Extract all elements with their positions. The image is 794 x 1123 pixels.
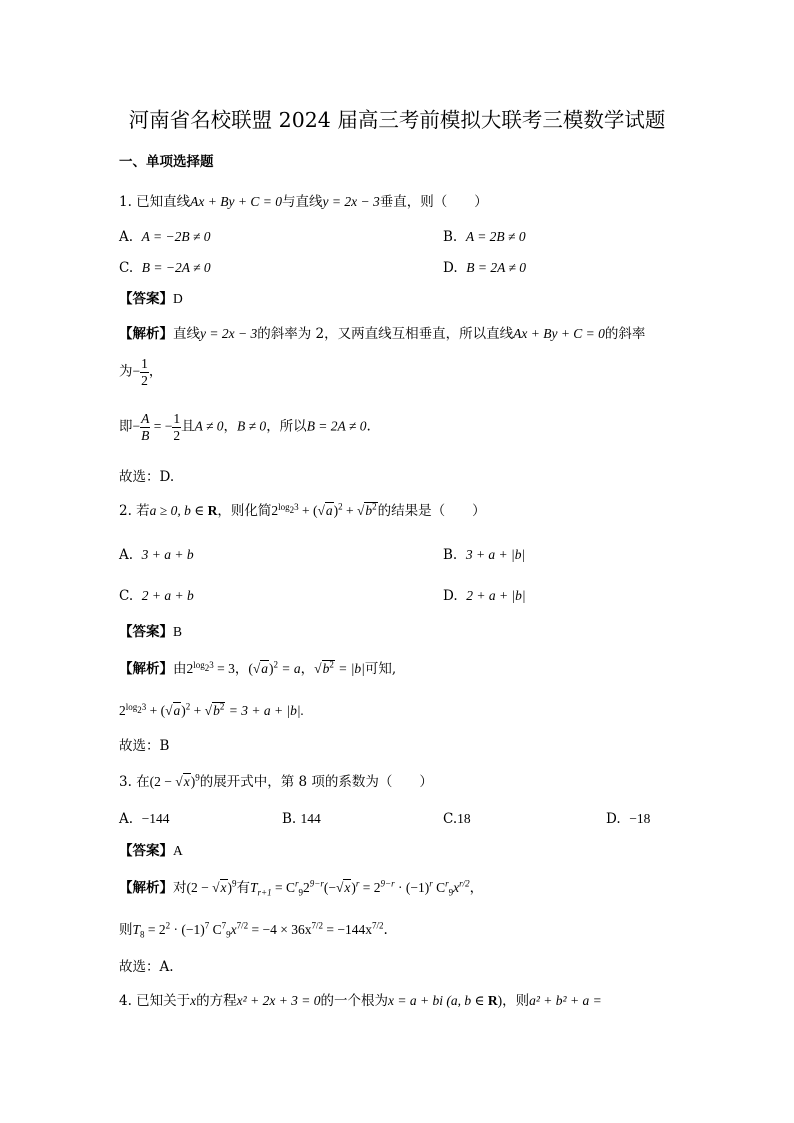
q1-text-c: 垂直，则（ ） — [379, 194, 488, 210]
q3-number: 3. — [119, 774, 137, 790]
q2-exp1-arg: 3 — [209, 659, 214, 670]
q1-exp1-d: Ax + By + C = 0 — [513, 326, 605, 341]
q2-number: 2. — [119, 503, 137, 519]
q2-exp1-two: 2 — [186, 661, 194, 676]
q3-text-a: 在 — [136, 774, 150, 790]
q1-exp3-h: . — [366, 418, 371, 435]
q3-exp2-Tsub: 8 — [140, 929, 145, 940]
q1-exp2-minus: − — [132, 363, 141, 379]
q1-exp3-f: ，所以 — [266, 418, 307, 435]
q2-exp2-b: b — [213, 703, 220, 718]
q2-exp1-pa-eq: = a — [278, 661, 301, 676]
q4-equation: x² + 2x + 3 = 0 — [236, 993, 321, 1008]
q1-opt-d-value: B = 2A ≠ 0 — [466, 260, 527, 275]
question-3: 3. 在$(2 - √x)^9$的展开式中，第 8 项的系数为（ ） — [119, 772, 433, 790]
q3-exp1-a: 对 — [173, 880, 187, 896]
q3-exp2-a: 则 — [119, 922, 133, 938]
q1-exp2-num: 1 — [141, 356, 148, 371]
q3-exp1-nx: x — [344, 880, 351, 895]
q1-answer — [119, 291, 183, 308]
q3-opt-d-value: −18 — [629, 811, 651, 826]
q3-exp1-x: x — [220, 880, 227, 895]
q1-exp2-b: ， — [148, 363, 163, 380]
q3-exp2-eq2: = −4 × 36x — [248, 922, 312, 937]
q2-exp1-log: log — [193, 659, 205, 670]
q3-exp2-dot: · (−1) — [170, 922, 205, 937]
q1-opt-a-value: A = −2B ≠ 0 — [141, 229, 211, 244]
q3-opt-a-value: −144 — [141, 811, 170, 826]
q4-real-set: R — [487, 993, 498, 1008]
q2-opt-a-label: A. — [119, 547, 134, 563]
q1-opt-a-label: A. — [119, 229, 134, 245]
q2-text-b: ，则化简 — [217, 503, 272, 519]
q1-exp2-den: 2 — [141, 372, 148, 388]
q1-line2: y = 2x − 3 — [322, 194, 380, 209]
q3-exp1-eq2: = 2 — [359, 880, 381, 895]
q2-exp2-bsq: 2 — [219, 701, 225, 712]
q2-exp2-arg: 3 — [141, 701, 147, 712]
q1-conclusion: 故选：D. — [119, 469, 175, 485]
q3-exp1-two: 2 — [303, 880, 310, 895]
q3-binom-x: x — [183, 774, 190, 789]
q3-option-b — [282, 811, 321, 827]
q3-option-a — [119, 811, 170, 828]
q1-analysis-line3 — [119, 411, 371, 443]
q1-opt-c-value: B = −2A ≠ 0 — [141, 260, 211, 275]
analysis-tag: 【解析】 — [119, 661, 173, 677]
q1-option-d — [443, 260, 526, 276]
q3-option-d — [606, 811, 650, 827]
q2-exp2-result: = 3 + a + |b|. — [225, 703, 304, 718]
q1-option-c — [119, 260, 211, 277]
q3-binom-l: (2 − — [149, 774, 176, 789]
q2-exp2-two: 2 — [119, 703, 126, 718]
q3-exp2-x2sup: 7/2 — [311, 920, 324, 931]
q3-opt-b-label: B. — [282, 811, 297, 827]
q2-exp1-sb: b — [322, 661, 330, 676]
q2-analysis-line1: 【解析】由$2^{log_23} = 3$，$(√a)^2 = a$，$√b^2 = |b|$可知, — [119, 659, 397, 677]
q1-exp1-c: 的斜率为 2，又两直线互相垂直，所以直线 — [257, 326, 514, 342]
q1-number: 1. — [119, 194, 137, 210]
question-4 — [119, 993, 602, 1010]
q1-text-a: 已知直线 — [136, 194, 191, 210]
q3-exp2-eq3: = −144x — [323, 922, 372, 937]
q2-exp1-c2: ， — [300, 661, 315, 677]
analysis-tag: 【解析】 — [119, 326, 173, 342]
q3-exp1-pow: 9 — [232, 878, 237, 889]
answer-tag: 【答案】 — [119, 843, 173, 859]
q4-root: x = a + bi (a, b ∈ — [388, 993, 488, 1008]
q1-exp3-minus: − — [132, 418, 141, 434]
q1-opt-c-label: C. — [119, 260, 134, 276]
q3-exp1-T: T — [250, 880, 258, 895]
q1-exp3-eq: = − — [150, 418, 173, 434]
q1-opt-b-label: B. — [443, 229, 458, 245]
q2-opt-a-value: 3 + a + b — [141, 547, 194, 562]
analysis-tag: 【解析】 — [119, 880, 173, 896]
q3-option-c — [443, 811, 471, 827]
q3-opt-a-label: A. — [119, 811, 134, 827]
q2-opt-d-value: 2 + a + |b| — [466, 588, 526, 603]
q3-exp1-xxsup: r/2 — [459, 878, 470, 889]
q1-exp3-num: A — [141, 411, 150, 426]
q3-text-b: 的展开式中，第 8 项的系数为（ ） — [199, 774, 433, 790]
q1-exp3-fraction-ab — [140, 411, 150, 443]
q1-exp3-num2: 1 — [173, 411, 181, 426]
q2-answer — [119, 624, 182, 641]
q3-exp1-eq2sup: 9−r — [380, 878, 395, 889]
q2-exp2-log: log — [125, 701, 138, 712]
q2-expr-arg: 3 — [294, 501, 299, 512]
q1-option-a — [119, 229, 211, 246]
q2-expr-plus1: + ( — [298, 503, 318, 518]
q2-conclusion: 故选：B — [119, 738, 170, 754]
q2-text-a: 若 — [136, 503, 150, 519]
q1-exp1-e: 的斜率 — [604, 326, 646, 342]
q3-exp1-twosup: 9−r — [309, 878, 324, 889]
q1-exp3-b: 且 — [181, 418, 195, 435]
q4-x: x — [190, 993, 197, 1008]
q3-exp2-x3sup: 7/2 — [372, 920, 384, 931]
q2-exp1-end: 可知, — [364, 661, 397, 677]
q3-exp2-dotsup: 7 — [204, 920, 210, 931]
q3-answer-value: A — [173, 843, 183, 858]
q2-exp1-a: 由 — [173, 661, 187, 677]
q1-exp3-fraction-half — [172, 411, 181, 443]
q1-option-b — [443, 229, 526, 245]
q2-expr-plus2: + — [342, 503, 357, 518]
q1-exp3-den: B — [141, 427, 150, 443]
q1-analysis-line2 — [119, 356, 162, 388]
q1-exp1-a: 直线 — [173, 326, 200, 342]
q2-exp2-plus1: + ( — [146, 703, 166, 718]
q3-opt-c-value: 18 — [457, 811, 471, 826]
q3-binom-r: ) — [190, 774, 196, 789]
q3-analysis-line2 — [119, 922, 388, 939]
section-heading: 一、单项选择题 — [119, 154, 214, 170]
q3-exp2-x1sup: 7/2 — [236, 920, 249, 931]
q1-answer-value: D — [173, 291, 183, 306]
q2-option-a — [119, 547, 194, 564]
q1-analysis-line1 — [119, 326, 645, 343]
q1-exp2-a: 为 — [119, 363, 133, 380]
q1-exp3-d: ， — [223, 418, 238, 435]
q1-exp3-c: A ≠ 0 — [194, 418, 224, 434]
q2-exp1-c1: ， — [234, 661, 249, 677]
q3-exp1-xx: x — [453, 880, 460, 895]
q4-text-a: 已知关于 — [136, 993, 191, 1009]
q2-exp1-pa: a — [261, 661, 269, 676]
answer-tag: 【答案】 — [119, 624, 173, 640]
q2-exp1-sb-eq: = |b| — [334, 661, 365, 676]
q3-exp2-C: C — [209, 922, 222, 937]
q3-exp1-negsup: r — [355, 878, 360, 889]
q3-exp1-C2sup: r — [445, 878, 449, 889]
q2-exp2-plus2: + — [190, 703, 205, 718]
q2-opt-c-value: 2 + a + b — [141, 588, 194, 603]
q2-answer-value: B — [173, 624, 183, 639]
q3-exp2-eqsup: 2 — [165, 920, 171, 931]
q4-text-b: 的方程 — [196, 993, 237, 1009]
q3-exp2-x1: x — [230, 922, 237, 937]
q4-number: 4. — [119, 993, 137, 1009]
q1-exp1-b: y = 2x − 3 — [200, 326, 258, 341]
q2-expr-bsq: 2 — [372, 501, 377, 512]
q2-opt-d-label: D. — [443, 588, 458, 604]
question-1 — [119, 194, 488, 211]
q2-opt-b-value: 3 + a + |b| — [465, 547, 526, 562]
q3-exp1-C1: = C — [271, 880, 295, 895]
q3-exp1-end: ， — [469, 880, 484, 896]
q2-option-d — [443, 588, 526, 604]
q1-opt-d-label: D. — [443, 260, 458, 276]
q2-exp1-sb-sq: 2 — [329, 659, 334, 670]
q2-exp2-base: 2 — [137, 704, 142, 715]
q2-expr-a: a — [325, 503, 333, 518]
q3-exp2-eq: = 2 — [144, 922, 166, 937]
q2-exp2-sq: 2 — [185, 701, 191, 712]
q3-answer — [119, 843, 183, 860]
q3-exp1-C2: C — [432, 880, 446, 895]
q2-option-c — [119, 588, 194, 605]
q2-exp1-eq: = 3 — [213, 661, 235, 676]
q3-exp1-C1sub: 9 — [298, 887, 304, 898]
q3-opt-b-value: 144 — [300, 811, 321, 826]
q3-exp2-Csub: 9 — [226, 929, 231, 940]
q2-exp2-close: ) — [181, 703, 186, 718]
q4-root-end: ) — [497, 993, 503, 1008]
q1-exp3-den2: 2 — [173, 427, 181, 443]
q1-exp3-e: B ≠ 0 — [237, 418, 267, 434]
q1-exp3-a: 即 — [119, 418, 133, 435]
q3-opt-c-label: C. — [443, 811, 458, 827]
q3-exp2-T: T — [132, 922, 141, 937]
q2-exp1-base: 2 — [204, 662, 210, 673]
q2-analysis-line2: $2^{log_23} + (√a)^2 + √b^2 = 3 + a + |b|$. — [119, 701, 304, 718]
q3-exp2-end: . — [383, 922, 388, 938]
q3-exp1-C1sup: r — [295, 878, 299, 889]
q1-exp3-g: B = 2A ≠ 0 — [306, 418, 367, 434]
q2-expr-base: 2 — [289, 504, 295, 515]
q3-exp1-r: ) — [227, 880, 233, 895]
q3-exp2-Csup: 7 — [221, 920, 227, 931]
q4-ask: a² + b² + a = — [529, 993, 602, 1008]
q3-exp1-C2sub: 9 — [448, 887, 454, 898]
q3-exp1-Tsub: r+1 — [257, 887, 272, 898]
q4-text-d: ，则 — [502, 993, 530, 1009]
q2-opt-b-label: B. — [443, 547, 458, 563]
question-2: 2. 若a ≥ 0, b ∈ R，则化简$2^{log_23} + (√a)^2 + √b^2$的结果是（ ） — [119, 501, 486, 519]
page-title: 河南省名校联盟 2024 届高三考前模拟大联考三模数学试题 — [128, 108, 666, 132]
q3-exp1-b: 有 — [236, 880, 251, 896]
q3-conclusion: 故选：A. — [119, 959, 174, 975]
q2-text-c: 的结果是（ ） — [377, 503, 486, 519]
q3-exp1-dotsup: r — [429, 878, 433, 889]
q2-exp2-a: a — [173, 703, 181, 718]
q1-line1: Ax + By + C = 0 — [190, 194, 282, 209]
q2-expr-b: b — [365, 503, 373, 518]
q2-expr-log: log — [278, 501, 290, 512]
q1-exp2-fraction — [140, 356, 149, 388]
q3-exp1-dot: · (−1) — [394, 880, 430, 895]
answer-tag: 【答案】 — [119, 291, 173, 307]
q2-option-b — [443, 547, 525, 563]
q2-real-set: R — [207, 503, 218, 518]
q2-opt-c-label: C. — [119, 588, 134, 604]
q2-expr-two: 2 — [271, 503, 279, 518]
q3-exp1-l: (2 − — [186, 880, 213, 895]
q3-exp1-neg: (− — [323, 880, 336, 895]
q1-text-b: 与直线 — [281, 194, 323, 210]
q3-analysis-line1: 【解析】对$(2 - √x)^9$有$T_{r+1} = C^r_92^{9-r}(-√x)^r = 2^{9-r} \cdot (-1)^r$ $C^r_9x^{r/2}$， — [119, 878, 484, 898]
q3-opt-d-label: D. — [606, 811, 621, 827]
q2-cond: a ≥ 0, b ∈ — [149, 503, 208, 518]
q4-text-c: 的一个根为 — [320, 993, 389, 1009]
q3-exp1-negc: ) — [351, 880, 356, 895]
q2-expr-close: ) — [333, 503, 339, 518]
q1-opt-b-value: A = 2B ≠ 0 — [465, 229, 526, 244]
q2-expr-sq: 2 — [338, 501, 343, 512]
q2-exp1-pa-sq: 2 — [273, 659, 279, 670]
q3-binom-pow: 9 — [195, 772, 200, 783]
